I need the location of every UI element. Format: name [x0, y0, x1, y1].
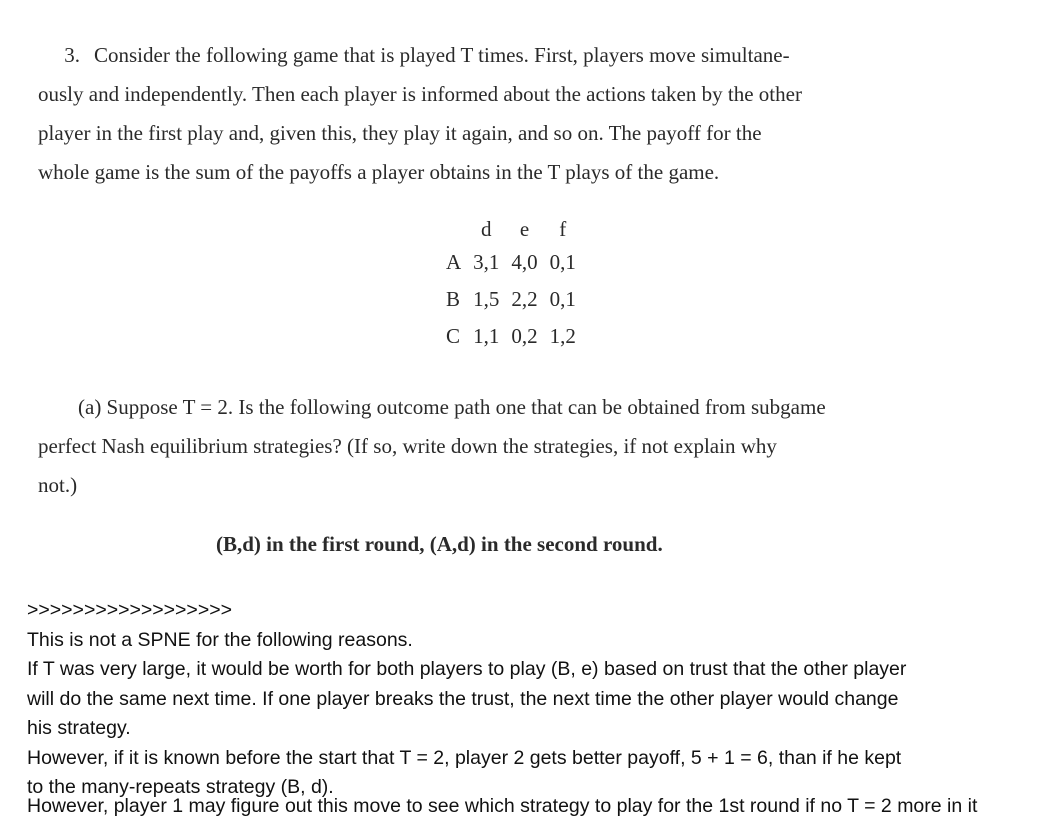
answer-line: However, if it is known before the start that T = 2, player 2 gets better payoff, 5 + 1 = 6, than if he kept	[27, 746, 902, 769]
matrix-row-label: C	[446, 324, 461, 348]
matrix-cell: 1,1	[473, 324, 500, 348]
intro-line-4: whole game is the sum of the payoffs a player obtains in the T plays of the game.	[38, 160, 720, 184]
intro-line-3: player in the first play and, given this, they play it again, and so on. The payoff for the	[38, 121, 762, 145]
answer-marker: >>>>>>>>>>>>>>>>>>	[27, 599, 232, 621]
answer-cut-off-line: However, player 1 may figure out this move to see which strategy to play for the 1st round if no T = 2 more in it	[27, 795, 978, 817]
answer-block	[27, 596, 1047, 803]
matrix-header-row	[440, 214, 582, 244]
matrix-col-header: f	[559, 216, 567, 241]
matrix-cell: 0,2	[511, 324, 538, 348]
matrix-row	[440, 318, 582, 355]
matrix-cell: 0,1	[549, 287, 576, 311]
matrix-col-header: e	[519, 216, 530, 241]
matrix-cell: 1,2	[549, 324, 576, 348]
answer-line: to the many-repeats strategy (B, d).	[27, 776, 334, 798]
intro-line-1: Consider the following game that is played T times. First, players move simultane-	[94, 43, 790, 67]
outcome-path: (B,d) in the first round, (A,d) in the second round.	[216, 532, 663, 556]
problem-statement	[38, 36, 1048, 192]
answer-line: This is not a SPNE for the following reasons.	[27, 628, 413, 651]
matrix-cell: 4,0	[511, 250, 538, 274]
part-a-line-3: not.)	[38, 473, 78, 497]
part-a-line-2: perfect Nash equilibrium strategies? (If so, write down the strategies, if not explain why	[38, 434, 777, 458]
payoff-matrix	[440, 214, 582, 355]
part-a-question	[38, 388, 1048, 505]
problem-number: 3.	[64, 43, 80, 67]
matrix-cell: 2,2	[511, 287, 538, 311]
matrix-col-header: d	[481, 216, 492, 241]
matrix-row-label: B	[446, 287, 461, 311]
answer-line: will do the same next time. If one player breaks the trust, the next time the other player would change	[27, 687, 899, 710]
matrix-cell: 3,1	[473, 250, 500, 274]
matrix-cell: 1,5	[473, 287, 500, 311]
part-a-line-1: (a) Suppose T = 2. Is the following outcome path one that can be obtained from subgame	[78, 395, 826, 419]
matrix-cell: 0,1	[549, 250, 576, 274]
intro-line-2: ously and independently. Then each player is informed about the actions taken by the other	[38, 82, 802, 106]
matrix-row-label: A	[446, 250, 462, 274]
answer-line: his strategy.	[27, 717, 131, 739]
matrix-row	[440, 281, 582, 318]
answer-line: If T was very large, it would be worth for both players to play (B, e) based on trust that the other player	[27, 658, 907, 680]
matrix-row	[440, 244, 582, 281]
